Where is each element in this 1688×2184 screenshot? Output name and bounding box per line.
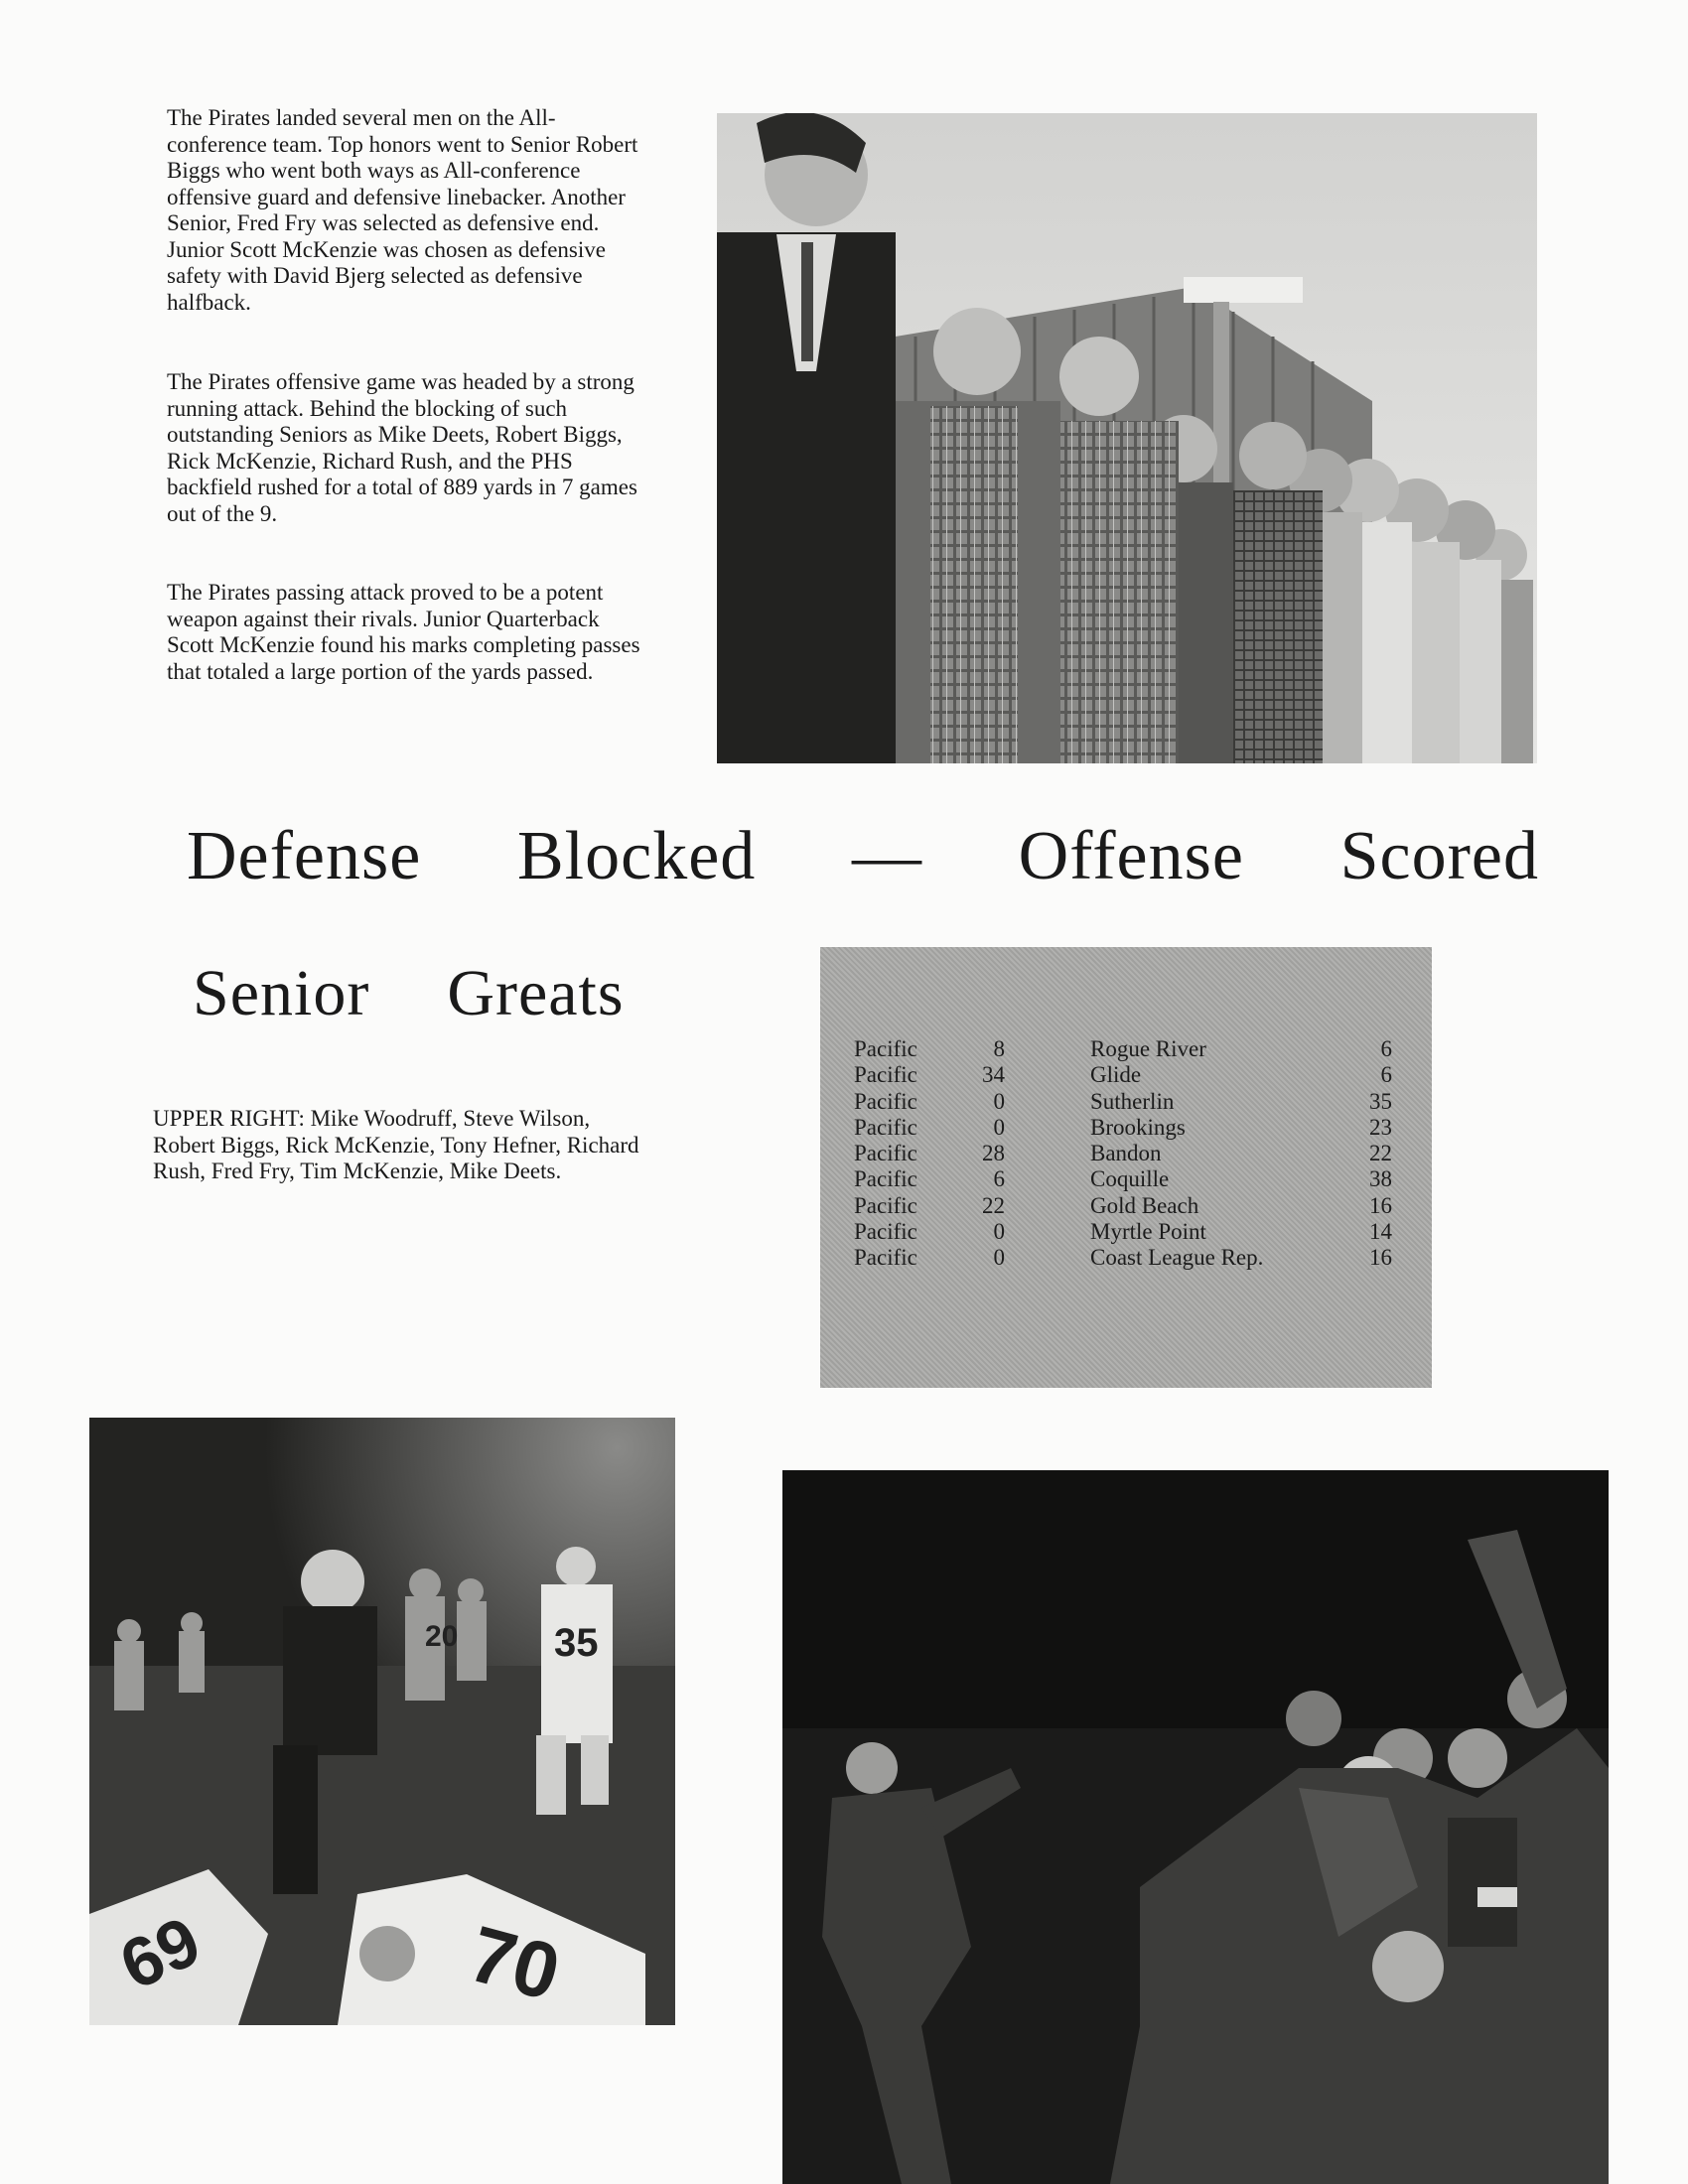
opponent-score: 6 xyxy=(1380,1062,1392,1088)
opponent-name: Coquille xyxy=(1090,1166,1170,1192)
column-gap xyxy=(1005,1166,1090,1192)
headline-word-blocked: Blocked xyxy=(516,818,757,894)
score-row xyxy=(854,1245,1392,1271)
opponent-name: Brookings xyxy=(1090,1114,1186,1140)
team-score: 6 xyxy=(993,1166,1005,1192)
team-name: Pacific xyxy=(854,1219,917,1245)
team-name: Pacific xyxy=(854,1245,917,1271)
team-score: 34 xyxy=(982,1062,1005,1088)
season-scoreboard xyxy=(820,947,1432,1388)
opponent-score: 16 xyxy=(1369,1245,1392,1271)
column-gap xyxy=(1005,1219,1090,1245)
team-name: Pacific xyxy=(854,1192,917,1218)
subheadline xyxy=(193,951,625,1036)
team-name: Pacific xyxy=(854,1036,917,1061)
column-gap xyxy=(1005,1193,1090,1219)
column-gap xyxy=(1005,1089,1090,1115)
team-photo-seniors xyxy=(717,113,1537,763)
opponent-score: 35 xyxy=(1369,1088,1392,1114)
score-row xyxy=(854,1166,1392,1192)
score-row xyxy=(854,1193,1392,1219)
team-name: Pacific xyxy=(854,1141,917,1166)
column-gap xyxy=(1005,1245,1090,1271)
opponent-score: 6 xyxy=(1380,1036,1392,1061)
opponent-name: Bandon xyxy=(1090,1141,1162,1166)
headline-dash: — xyxy=(851,818,922,894)
opponent-score: 16 xyxy=(1369,1192,1392,1218)
action-photo-running-play xyxy=(89,1418,675,2025)
headline-word-defense: Defense xyxy=(187,818,422,894)
opponent-score: 22 xyxy=(1369,1141,1392,1166)
score-row xyxy=(854,1141,1392,1166)
article-paragraph-offense: The Pirates offensive game was headed by a strong running attack. Behind the blocking of such outstanding Seniors as Mike Deets, Robert Biggs, Rick McKenzie, Richard Rush, and the PHS backfield rushed for a total of 889 yards in 7 games out of the 9. xyxy=(167,369,637,526)
photo-caption: UPPER RIGHT: Mike Woodruff, Steve Wilson, Robert Biggs, Rick McKenzie, Tony Hefner, Richard Rush, Fred Fry, Tim McKenzie, Mike Deets. xyxy=(153,1106,639,1183)
score-table xyxy=(854,1036,1392,1272)
article-paragraph-all-conference: The Pirates landed several men on the All-conference team. Top honors went to Senior Robert Biggs who went both ways as All-conference offensive guard and defensive linebacker. Another Senior, Fred Fry was selected as defensive end. Junior Scott McKenzie was chosen as defensive safety with David Bjerg selected as defensive halfback. xyxy=(167,105,638,315)
action-photo-kick-play xyxy=(782,1470,1609,2184)
team-score: 0 xyxy=(993,1114,1005,1140)
team-name: Pacific xyxy=(854,1062,917,1088)
jersey-number: 69 xyxy=(108,1901,212,2005)
team-name: Pacific xyxy=(854,1166,917,1192)
opponent-score: 23 xyxy=(1369,1114,1392,1140)
subheadline-word-greats: Greats xyxy=(447,957,625,1029)
team-score: 8 xyxy=(993,1036,1005,1061)
opponent-score: 38 xyxy=(1369,1166,1392,1192)
score-row xyxy=(854,1089,1392,1115)
column-gap xyxy=(1005,1036,1090,1062)
column-gap xyxy=(1005,1115,1090,1141)
column-gap xyxy=(1005,1141,1090,1166)
opponent-name: Sutherlin xyxy=(1090,1088,1175,1114)
headline-word-offense: Offense xyxy=(1018,818,1244,894)
score-table-body xyxy=(854,1036,1392,1272)
team-score: 0 xyxy=(993,1245,1005,1271)
team-name: Pacific xyxy=(854,1114,917,1140)
team-score: 22 xyxy=(982,1192,1005,1218)
article-paragraph-passing: The Pirates passing attack proved to be a potent weapon against their rivals. Junior Quarterback Scott McKenzie found his marks completing passes that totaled a large portion of the yards passed. xyxy=(167,580,640,684)
opponent-name: Myrtle Point xyxy=(1090,1219,1206,1245)
opponent-name: Glide xyxy=(1090,1062,1142,1088)
jersey-number: 35 xyxy=(554,1621,599,1665)
opponent-name: Rogue River xyxy=(1090,1036,1206,1061)
score-row xyxy=(854,1115,1392,1141)
jersey-number: 20 xyxy=(425,1620,459,1653)
score-row xyxy=(854,1219,1392,1245)
team-score: 0 xyxy=(993,1088,1005,1114)
headline xyxy=(187,812,1539,901)
team-score: 0 xyxy=(993,1219,1005,1245)
score-row xyxy=(854,1036,1392,1062)
team-score: 28 xyxy=(982,1141,1005,1166)
opponent-score: 14 xyxy=(1369,1219,1392,1245)
opponent-name: Coast League Rep. xyxy=(1090,1245,1264,1271)
opponent-name: Gold Beach xyxy=(1090,1192,1199,1218)
score-row xyxy=(854,1062,1392,1088)
jersey-number: 70 xyxy=(460,1908,569,2017)
team-name: Pacific xyxy=(854,1088,917,1114)
headline-word-scored: Scored xyxy=(1339,818,1539,894)
subheadline-word-senior: Senior xyxy=(193,957,370,1029)
column-gap xyxy=(1005,1062,1090,1088)
